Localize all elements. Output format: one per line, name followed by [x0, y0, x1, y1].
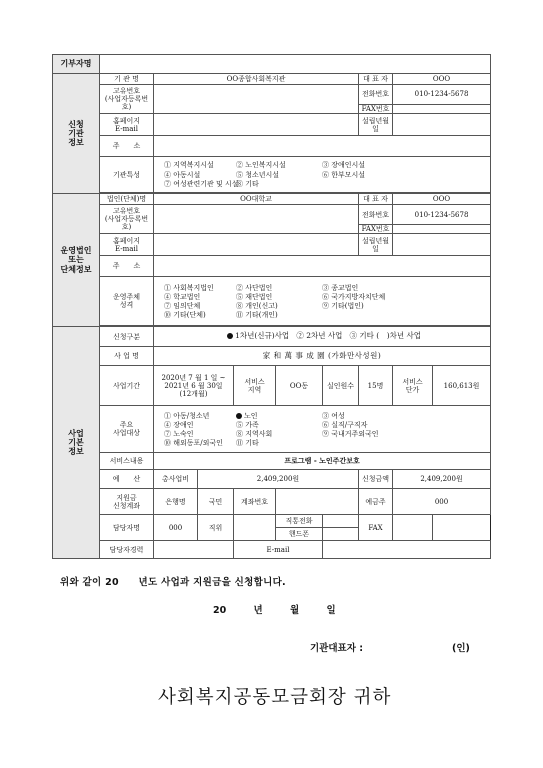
target-option[interactable]: ⑪ 기타: [236, 438, 259, 447]
reg-no-label: 고유번호 (사업자등록번호): [100, 85, 154, 114]
recipient-line: 사회복지공동모금회장 귀하: [158, 687, 392, 708]
service-value[interactable]: 프로그램 - 노인주간보호: [154, 453, 491, 470]
corporation-section-label: 운영법인 또는 단체정보: [53, 194, 100, 327]
apply-opt1-radio-selected[interactable]: 1차년(신규)사업: [227, 331, 289, 340]
org-name-value[interactable]: OO종합사회복지관: [154, 74, 359, 85]
corp-ceo-label: 대 표 자: [359, 194, 393, 205]
apply-opt2[interactable]: ② 2차년 사업: [296, 331, 343, 341]
apply-type-options: [154, 327, 491, 347]
count-label: 실인원수: [323, 366, 359, 406]
fax-value-2[interactable]: [393, 515, 433, 541]
corp-fax-value[interactable]: [393, 225, 491, 234]
career-value[interactable]: [154, 541, 234, 559]
corp-type-label: 운영주체 성격: [100, 277, 154, 326]
org-type-option[interactable]: ③ 장애인시설: [322, 161, 366, 170]
fax-value[interactable]: [393, 105, 491, 114]
target-option[interactable]: ⑩ 해외동포/외국인: [164, 438, 223, 447]
phone-label: 전화번호: [359, 85, 393, 105]
budget-label: 예 산: [100, 470, 154, 489]
fax-label-2: FAX: [359, 515, 393, 541]
corp-founded-label: 설립년월일: [359, 234, 393, 256]
org-type-option[interactable]: ⑤ 청소년시설: [236, 170, 280, 179]
representative-label: 기관대표자 :: [310, 643, 363, 654]
email-value[interactable]: [323, 541, 491, 559]
corp-name-value[interactable]: OO대학교: [154, 194, 359, 205]
corp-homepage-value[interactable]: [154, 234, 359, 256]
unit-price-label: 서비스 단가: [393, 366, 433, 406]
homepage-value[interactable]: [154, 114, 359, 136]
corp-reg-no-value[interactable]: [154, 205, 359, 234]
homepage-label: 홈페이지 E-mail: [100, 114, 154, 136]
holder-value[interactable]: 000: [393, 489, 491, 515]
manager-value[interactable]: 000: [154, 515, 198, 541]
account-label: 지원금 신청계좌: [100, 489, 154, 515]
account-no-value[interactable]: [276, 489, 359, 515]
area-value[interactable]: OO동: [276, 366, 323, 406]
project-section-label: 사업 기본 정보: [53, 327, 100, 559]
corp-homepage-label: 홈페이지 E-mail: [100, 234, 154, 256]
corp-phone-label: 전화번호: [359, 205, 393, 225]
corp-type-option[interactable]: ⑧ 개인(신고): [236, 301, 278, 310]
corp-type-options: [154, 277, 491, 326]
corp-founded-value[interactable]: [393, 234, 491, 256]
org-type-options: [154, 157, 491, 193]
email-label: E-mail: [234, 541, 323, 559]
career-label: 담당자경력: [100, 541, 154, 559]
corp-address-value[interactable]: [154, 256, 491, 277]
target-option[interactable]: ⑧ 지역사회: [236, 429, 273, 438]
applicant-section-label: 신청 기관 정보: [53, 74, 100, 194]
founded-label: 설립년월일: [359, 114, 393, 136]
corp-type-option[interactable]: ⑨ 기타(법인): [322, 301, 364, 310]
address-label: 주 소: [100, 136, 154, 157]
project-title-label: 사 업 명: [100, 347, 154, 366]
corp-type-option[interactable]: ① 사회복지법인: [164, 283, 214, 292]
count-value[interactable]: 15명: [359, 366, 393, 406]
date-line: 20 년 월 일: [213, 605, 336, 616]
ceo-value[interactable]: OOO: [393, 74, 491, 85]
apply-type-label: 신청구분: [100, 327, 154, 347]
org-name-label: 기 관 명: [100, 74, 154, 85]
account-no-label: 계좌번호: [234, 489, 276, 515]
work-phone-value[interactable]: [323, 515, 359, 528]
org-type-option[interactable]: ④ 아동시설: [164, 170, 201, 179]
corp-ceo-value[interactable]: OOO: [393, 194, 491, 205]
project-title-value[interactable]: 家 和 萬 事 成 園 (가화만사성원): [154, 347, 491, 366]
corp-type-option[interactable]: ⑪ 기타(개인): [236, 310, 278, 319]
corp-name-label: 법인(단체)명: [100, 194, 154, 205]
unit-price-value[interactable]: 160,613원: [433, 366, 491, 406]
corp-type-option[interactable]: ⑩ 기타(단체): [164, 310, 206, 319]
total-value[interactable]: 2,409,200원: [198, 470, 359, 489]
corp-type-option[interactable]: ⑥ 국가지방자치단체: [322, 292, 386, 301]
org-type-option[interactable]: ⑦ 여성관련기관 및 시설: [164, 179, 239, 188]
period-label: 사업기간: [100, 366, 154, 406]
reg-no-value[interactable]: [154, 85, 359, 114]
request-value[interactable]: 2,409,200원: [393, 470, 491, 489]
seal-mark: (인): [452, 643, 470, 654]
holder-label: 예금주: [359, 489, 393, 515]
corp-address-label: 주 소: [100, 256, 154, 277]
declaration-text: 위와 같이 20 년도 사업과 지원금을 신청합니다.: [60, 577, 286, 588]
sponsor-field[interactable]: [100, 55, 491, 74]
ceo-label: 대 표 자: [359, 74, 393, 85]
target-options: [154, 406, 491, 453]
bank-value[interactable]: 국민: [198, 489, 234, 515]
org-type-option[interactable]: ⑧ 기타: [236, 179, 259, 188]
target-option[interactable]: ④ 장애인: [164, 420, 194, 429]
org-type-option[interactable]: ② 노인복지시설: [236, 161, 286, 170]
corp-fax-label: FAX번호: [359, 225, 393, 234]
position-value[interactable]: [234, 515, 276, 541]
target-label: 주요 사업대상: [100, 406, 154, 453]
phone-value[interactable]: 010-1234-5678: [393, 85, 491, 105]
corp-phone-value[interactable]: 010-1234-5678: [393, 205, 491, 225]
target-option[interactable]: ⑤ 가족: [236, 420, 259, 429]
position-label: 직위: [198, 515, 234, 541]
target-option[interactable]: ⑥ 실직/구직자: [322, 420, 368, 429]
sponsor-label: 기부자명: [53, 55, 100, 74]
target-option[interactable]: ⑨ 국내거주외국인: [322, 429, 379, 438]
apply-opt3[interactable]: ③ 기타 ( )차년 사업: [349, 331, 421, 341]
org-type-label: 기관특성: [100, 157, 154, 193]
founded-value[interactable]: [393, 114, 491, 136]
mobile-value[interactable]: [323, 528, 359, 541]
corp-reg-no-label: 고유번호 (사업자등록번호): [100, 205, 154, 234]
corp-type-option[interactable]: ② 사단법인: [236, 283, 273, 292]
target-option-selected[interactable]: [236, 412, 322, 420]
service-label: 서비스내용: [100, 453, 154, 470]
filled-circle-icon: [236, 413, 242, 419]
corp-type-option[interactable]: ⑦ 임의단체: [164, 301, 201, 310]
period-value[interactable]: 2020년 7 월 1 일 ~ 2021년 6 월 30일 (12개월): [154, 366, 234, 406]
corp-type-option[interactable]: ③ 종교법인: [322, 283, 359, 292]
bank-label: 은행명: [154, 489, 198, 515]
org-type-option[interactable]: ① 지역복지시설: [164, 161, 214, 170]
target-option[interactable]: ① 아동/청소년: [164, 411, 210, 420]
application-form-table: [52, 54, 491, 559]
area-label: 서비스 지역: [234, 366, 276, 406]
request-label: 신청금액: [359, 470, 393, 489]
corp-type-option[interactable]: ④ 학교법인: [164, 292, 201, 301]
target-selected-label: 노인: [244, 411, 258, 420]
mobile-label: 핸드폰: [276, 528, 323, 541]
filled-circle-icon: [227, 333, 233, 339]
work-phone-label: 직통전화: [276, 515, 323, 528]
org-type-option[interactable]: ⑥ 한부모시설: [322, 170, 366, 179]
total-label: 총사업비: [154, 470, 198, 489]
target-option[interactable]: ⑦ 노숙인: [164, 429, 194, 438]
manager-label: 담당자명: [100, 515, 154, 541]
target-option[interactable]: ③ 여성: [322, 411, 345, 420]
target-option[interactable]: [322, 439, 488, 447]
fax-label: FAX번호: [359, 105, 393, 114]
corp-type-option[interactable]: ⑤ 재단법인: [236, 292, 273, 301]
address-value[interactable]: [154, 136, 491, 157]
